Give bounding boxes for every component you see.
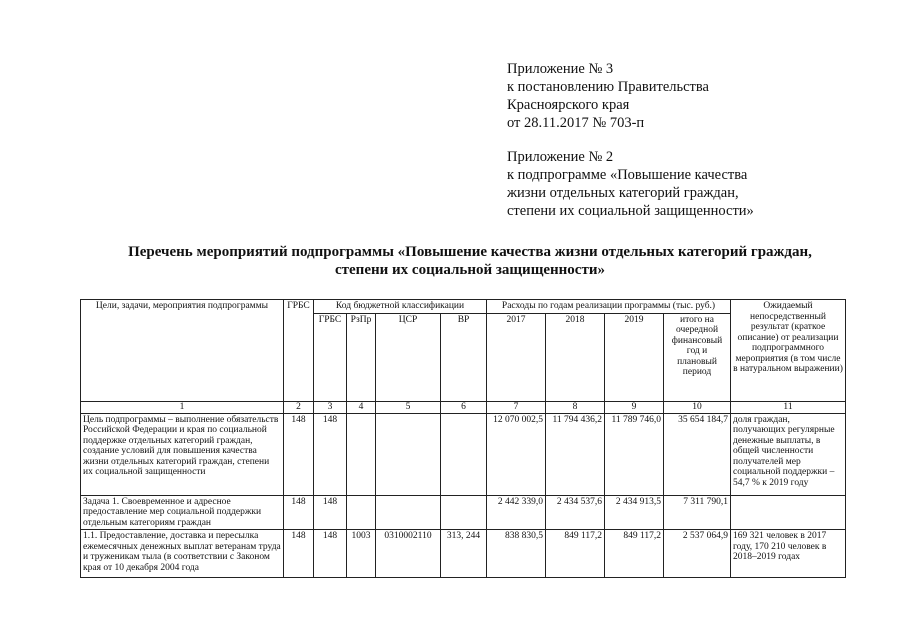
annex-line: Красноярского края	[507, 97, 630, 113]
row-vr	[441, 413, 487, 495]
title-line-1: Перечень мероприятий подпрограммы «Повышение качества жизни отдельных категорий граждан,	[128, 244, 812, 260]
row-vr	[441, 495, 487, 530]
row-2019: 849 117,2	[605, 530, 664, 578]
row-grbs: 148	[284, 495, 314, 530]
table-row-task	[81, 495, 846, 530]
row-code-grbs: 148	[314, 530, 347, 578]
row-total: 7 311 790,1	[664, 495, 731, 530]
annex-line: Приложение № 2	[507, 149, 614, 165]
row-result	[731, 495, 846, 530]
title-line-2: степени их социальной защищенности»	[335, 262, 605, 278]
row-code-grbs: 148	[314, 413, 347, 495]
column-number: 11	[731, 401, 846, 413]
column-number: 6	[441, 401, 487, 413]
row-name: Цель подпрограммы – выполнение обязательств Российской Федерации и края по социальной поддержке отдельных категорий граждан, создание условий для повышения качества жизни отдельных категорий граждан, степени их социальной защищенности	[81, 413, 284, 495]
row-2019: 11 789 746,0	[605, 413, 664, 495]
annex-line: к подпрограмме «Повышение качества	[507, 167, 748, 183]
row-2018: 11 794 436,2	[546, 413, 605, 495]
row-2017: 2 442 339,0	[487, 495, 546, 530]
column-number: 7	[487, 401, 546, 413]
header-result: Ожидаемый непосредственный результат (краткое описание) от реализации подпрограммного мероприятия (в том числе в натуральном выражении)	[731, 300, 846, 402]
column-number: 10	[664, 401, 731, 413]
annex-line: жизни отдельных категорий граждан,	[507, 185, 739, 201]
row-2018: 849 117,2	[546, 530, 605, 578]
header-code-grbs: ГРБС	[314, 313, 347, 401]
header-goals: Цели, задачи, мероприятия подпрограммы	[81, 300, 284, 402]
table-row-goal	[81, 413, 846, 495]
annex-line: степени их социальной защищенности»	[507, 203, 754, 219]
row-grbs: 148	[284, 530, 314, 578]
annex-line: Приложение № 3	[507, 61, 614, 77]
column-number: 3	[314, 401, 347, 413]
row-vr: 313, 244	[441, 530, 487, 578]
header-expenses: Расходы по годам реализации программы (тыс. руб.)	[487, 300, 731, 314]
row-grbs: 148	[284, 413, 314, 495]
row-rzpr	[347, 495, 376, 530]
header-vr: ВР	[441, 313, 487, 401]
row-2017: 12 070 002,5	[487, 413, 546, 495]
header-grbs: ГРБС	[284, 300, 314, 402]
header-rzpr: РзПр	[347, 313, 376, 401]
row-total: 35 654 184,7	[664, 413, 731, 495]
measures-table	[80, 299, 846, 578]
row-2018: 2 434 537,6	[546, 495, 605, 530]
table-row-measure	[81, 530, 846, 578]
row-rzpr: 1003	[347, 530, 376, 578]
annex-line: от 28.11.2017 № 703-п	[507, 115, 645, 131]
header-2018: 2018	[546, 313, 605, 401]
annex-3-block	[507, 60, 709, 132]
column-number: 5	[376, 401, 441, 413]
annex-line: к постановлению Правительства	[507, 79, 709, 95]
column-number: 1	[81, 401, 284, 413]
header-csr: ЦСР	[376, 313, 441, 401]
column-numbers-row	[81, 401, 846, 413]
header-2017: 2017	[487, 313, 546, 401]
annex-2-block	[507, 148, 754, 220]
row-rzpr	[347, 413, 376, 495]
row-name: 1.1. Предоставление, доставка и пересылка ежемесячных денежных выплат ветеранам труда и труженикам тыла (в соответствии с Законом края от 10 декабря 2004 года	[81, 530, 284, 578]
row-csr: 0310002110	[376, 530, 441, 578]
row-2017: 838 830,5	[487, 530, 546, 578]
column-number: 9	[605, 401, 664, 413]
row-code-grbs: 148	[314, 495, 347, 530]
document-title	[90, 243, 850, 279]
header-total: итого на очередной финансовый год и плановый период	[664, 313, 731, 401]
column-number: 4	[347, 401, 376, 413]
row-result: 169 321 человек в 2017 году, 170 210 человек в 2018–2019 годах	[731, 530, 846, 578]
column-number: 2	[284, 401, 314, 413]
column-number: 8	[546, 401, 605, 413]
header-budget-code: Код бюджетной классификации	[314, 300, 487, 314]
row-csr	[376, 495, 441, 530]
row-total: 2 537 064,9	[664, 530, 731, 578]
row-name: Задача 1. Своевременное и адресное предоставление мер социальной поддержки отдельным категориям граждан	[81, 495, 284, 530]
row-2019: 2 434 913,5	[605, 495, 664, 530]
header-2019: 2019	[605, 313, 664, 401]
row-result: доля граждан, получающих регулярные денежные выплаты, в общей численности получателей мер социальной поддержки – 54,7 % к 2019 году	[731, 413, 846, 495]
row-csr	[376, 413, 441, 495]
